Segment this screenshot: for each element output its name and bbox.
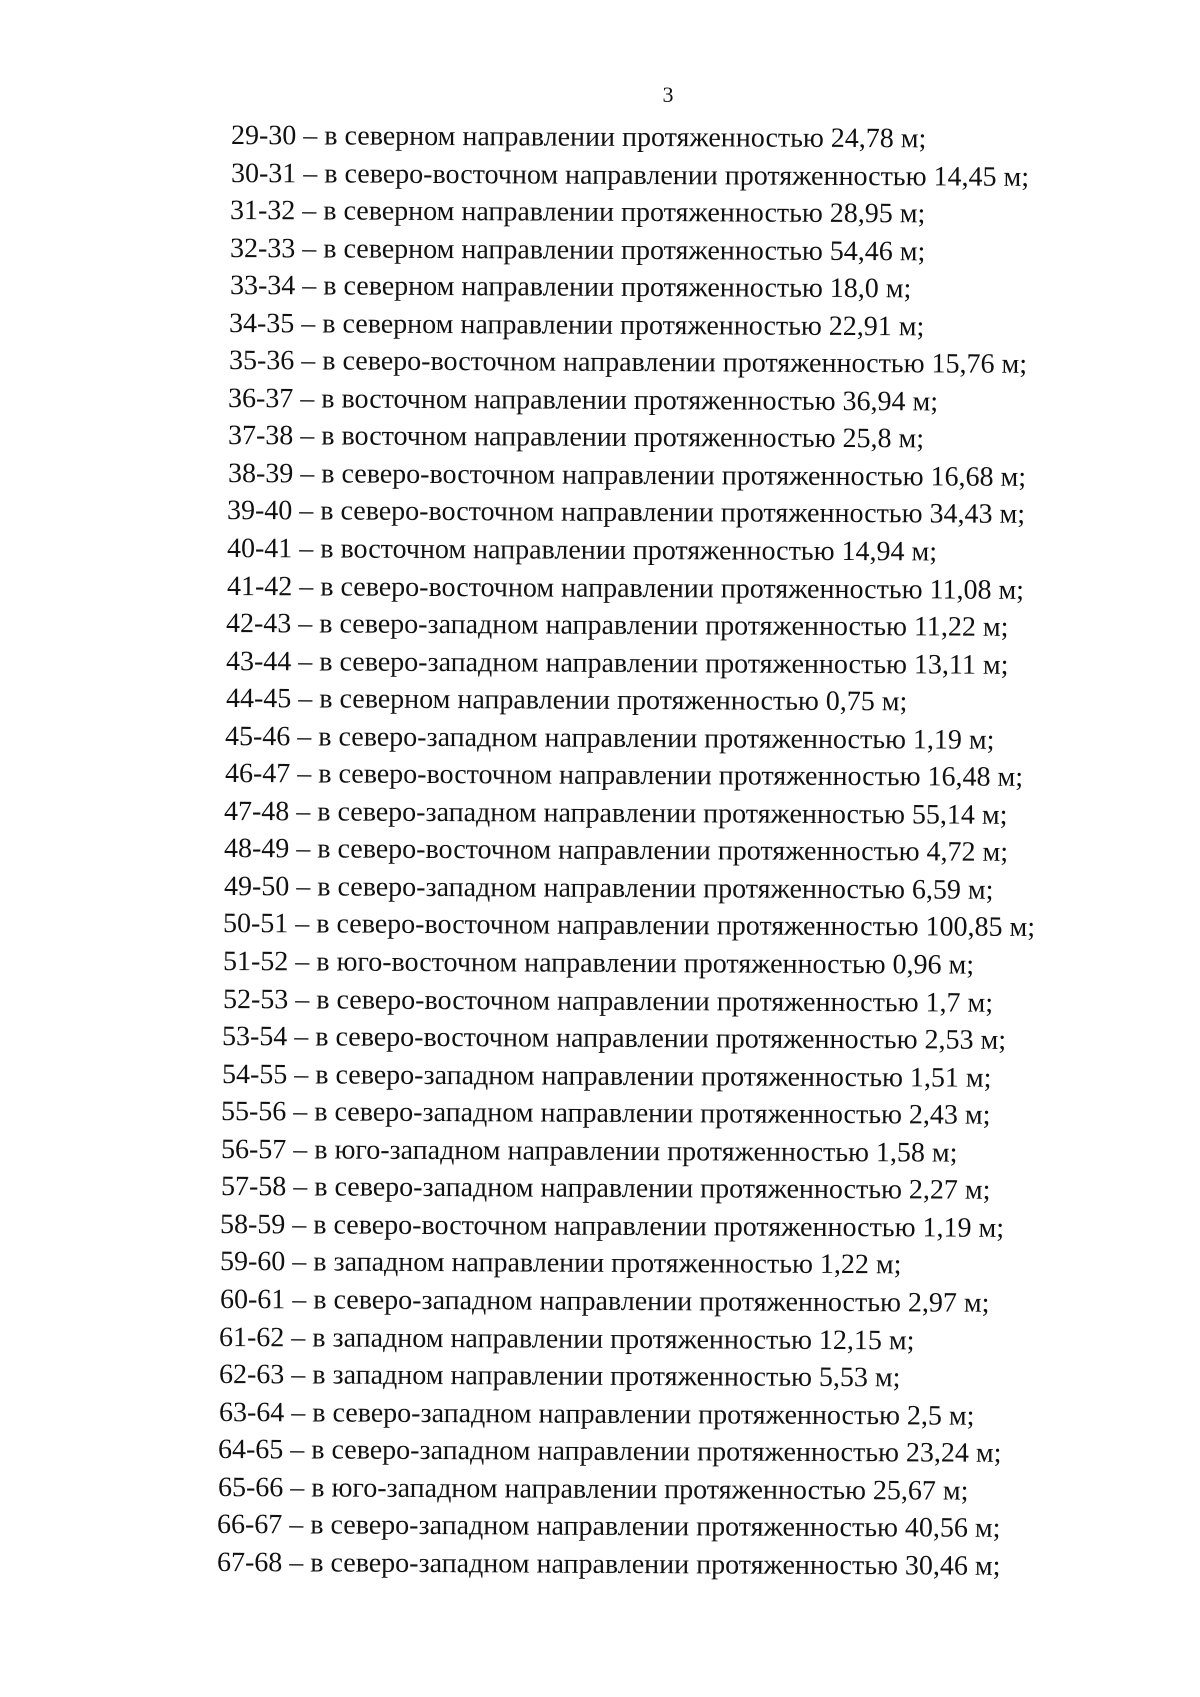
- segment-line: 63-64 – в северо-западном направлении протяженностью 2,5 м;: [218, 1396, 975, 1432]
- segment-line: 55-56 – в северо-западном направлении протяженностью 2,43 м;: [221, 1096, 991, 1131]
- segment-line: 34-35 – в северном направлении протяженностью 22,91 м;: [229, 307, 925, 343]
- segment-line: 54-55 – в северо-западном направлении протяженностью 1,51 м;: [221, 1058, 992, 1094]
- segment-line: 44-45 – в северном направлении протяженностью 0,75 м;: [225, 683, 907, 718]
- segment-line: 57-58 – в северо-западном направлении протяженностью 2,27 м;: [220, 1171, 991, 1207]
- segment-line: 62-63 – в западном направлении протяженностью 5,53 м;: [218, 1359, 901, 1394]
- segment-line: 39-40 – в северо-восточном направлении протяженностью 34,43 м;: [227, 495, 1026, 531]
- segment-line: 67-68 – в северо-западном направлении протяженностью 30,46 м;: [216, 1546, 1001, 1582]
- segment-line: 56-57 – в юго-западном направлении протяженностью 1,58 м;: [221, 1133, 958, 1169]
- segment-line: 60-61 – в северо-западном направлении протяженностью 2,97 м;: [219, 1283, 990, 1319]
- segment-line: 40-41 – в восточном направлении протяженностью 14,94 м;: [226, 533, 938, 568]
- segment-line: 31-32 – в северном направлении протяженностью 28,95 м;: [230, 195, 926, 230]
- segment-line: 29-30 – в северном направлении протяженностью 24,78 м;: [230, 120, 927, 155]
- segment-line: 42-43 – в северо-западном направлении протяженностью 11,22 м;: [226, 608, 1009, 643]
- segment-line: 50-51 – в северо-восточном направлении протяженностью 100,85 м;: [223, 908, 1036, 944]
- segment-line: 43-44 – в северо-западном направлении протяженностью 13,11 м;: [225, 645, 1009, 681]
- segment-line: 64-65 – в северо-западном направлении протяженностью 23,24 м;: [218, 1434, 1002, 1469]
- segment-line: 48-49 – в северо-восточном направлении протяженностью 4,72 м;: [223, 833, 1009, 869]
- segment-line: 46-47 – в северо-восточном направлении протяженностью 16,48 м;: [224, 758, 1023, 794]
- segment-line: 32-33 – в северном направлении протяженностью 54,46 м;: [229, 232, 926, 268]
- segment-line: 41-42 – в северо-восточном направлении протяженностью 11,08 м;: [226, 570, 1024, 606]
- segment-line: 51-52 – в юго-восточном направлении протяженностью 0,96 м;: [222, 946, 975, 981]
- segment-line: 38-39 – в северо-восточном направлении протяженностью 16,68 м;: [227, 457, 1026, 493]
- segment-line: 53-54 – в северо-восточном направлении протяженностью 2,53 м;: [222, 1021, 1007, 1056]
- segment-line: 61-62 – в западном направлении протяженностью 12,15 м;: [219, 1321, 915, 1356]
- segment-line: 30-31 – в северо-восточном направлении протяженностью 14,45 м;: [230, 157, 1029, 193]
- segment-line: 65-66 – в юго-западном направлении протяженностью 25,67 м;: [217, 1471, 969, 1507]
- segment-line: 36-37 – в восточном направлении протяженностью 36,94 м;: [228, 382, 939, 418]
- segment-line: 33-34 – в северном направлении протяженностью 18,0 м;: [229, 270, 911, 305]
- boundary-segment-list: [0, 117, 1200, 1581]
- segment-line: 35-36 – в северо-восточном направлении протяженностью 15,76 м;: [228, 345, 1027, 381]
- segment-line: 47-48 – в северо-западном направлении протяженностью 55,14 м;: [224, 795, 1008, 831]
- segment-line: 45-46 – в северо-западном направлении протяженностью 1,19 м;: [225, 720, 995, 756]
- segment-line: 49-50 – в северо-западном направлении протяженностью 6,59 м;: [223, 870, 994, 906]
- page-number: 3: [662, 82, 674, 107]
- segment-line: 37-38 – в восточном направлении протяженностью 25,8 м;: [228, 420, 925, 455]
- segment-line: 66-67 – в северо-западном направлении протяженностью 40,56 м;: [217, 1509, 1001, 1545]
- segment-line: 52-53 – в северо-восточном направлении протяженностью 1,7 м;: [222, 983, 993, 1019]
- segment-line: 59-60 – в западном направлении протяженностью 1,22 м;: [219, 1246, 902, 1281]
- segment-line: 58-59 – в северо-восточном направлении протяженностью 1,19 м;: [220, 1208, 1005, 1244]
